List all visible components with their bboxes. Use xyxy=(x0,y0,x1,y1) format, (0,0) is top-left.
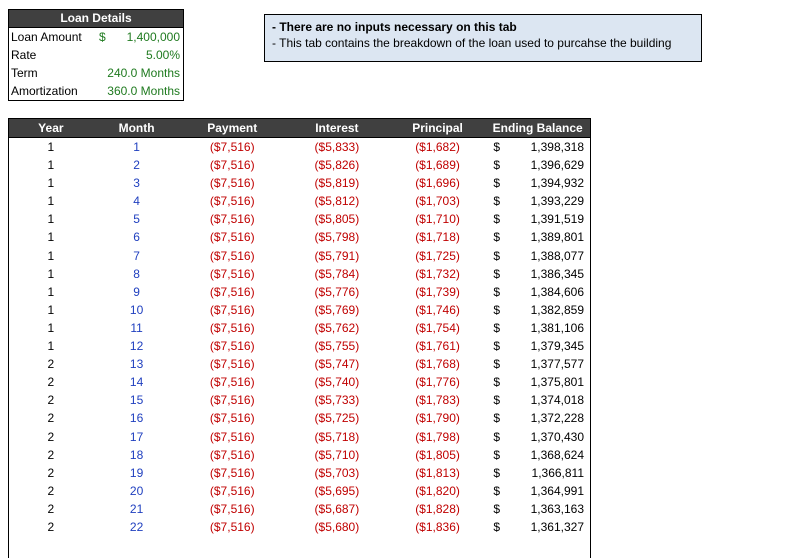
currency-symbol: $ xyxy=(493,393,501,408)
currency-symbol: $ xyxy=(493,465,501,480)
table-row[interactable] xyxy=(9,156,590,174)
month-cell[interactable]: 22 xyxy=(129,519,144,534)
principal-cell[interactable]: ($1,696) xyxy=(415,176,460,191)
payment-cell[interactable]: ($7,516) xyxy=(209,230,255,245)
interest-cell[interactable]: ($5,776) xyxy=(314,284,360,299)
interest-cell[interactable]: ($5,812) xyxy=(314,194,360,209)
ending-balance-cell[interactable] xyxy=(485,373,590,391)
ending-balance-value: 1,388,077 xyxy=(530,248,585,263)
interest-cell[interactable]: ($5,725) xyxy=(314,411,360,426)
interest-cell[interactable]: ($5,784) xyxy=(314,266,360,281)
interest-cell[interactable]: ($5,703) xyxy=(314,465,360,480)
month-cell[interactable]: 4 xyxy=(133,194,140,209)
currency-symbol: $ xyxy=(493,212,501,227)
amortization-value[interactable]: 360.0 Months xyxy=(107,84,180,98)
year-cell[interactable]: 1 xyxy=(47,339,55,354)
table-row[interactable] xyxy=(9,247,590,265)
table-row[interactable] xyxy=(9,409,590,427)
currency-symbol: $ xyxy=(493,483,501,498)
month-cell[interactable]: 3 xyxy=(133,176,140,191)
payment-cell[interactable]: ($7,516) xyxy=(209,357,255,372)
ending-balance-cell[interactable] xyxy=(485,156,590,174)
ending-balance-value: 1,377,577 xyxy=(530,357,585,372)
year-cell[interactable]: 2 xyxy=(47,483,55,498)
ending-balance-value: 1,375,801 xyxy=(530,375,585,390)
currency-symbol: $ xyxy=(493,320,501,335)
table-row[interactable] xyxy=(9,355,590,373)
ending-balance-cell[interactable] xyxy=(485,355,590,373)
principal-cell[interactable]: ($1,790) xyxy=(415,411,460,426)
month-cell[interactable]: 1 xyxy=(133,140,140,154)
loan-amount-row[interactable] xyxy=(9,28,183,46)
currency-symbol: $ xyxy=(493,248,501,263)
ending-balance-value: 1,386,345 xyxy=(530,266,585,281)
table-row[interactable] xyxy=(9,446,590,464)
ending-balance-cell[interactable] xyxy=(485,428,590,446)
year-cell[interactable]: 1 xyxy=(47,140,55,154)
payment-cell[interactable]: ($7,516) xyxy=(209,194,255,209)
year-cell[interactable]: 1 xyxy=(47,176,55,191)
month-cell[interactable]: 13 xyxy=(129,357,144,372)
year-cell[interactable]: 1 xyxy=(47,320,55,335)
year-cell[interactable]: 1 xyxy=(47,284,55,299)
ending-balance-value: 1,389,801 xyxy=(530,230,585,245)
principal-cell[interactable]: ($1,776) xyxy=(415,375,460,390)
currency-symbol: $ xyxy=(493,447,501,462)
ending-balance-cell[interactable] xyxy=(485,500,590,518)
year-cell[interactable]: 2 xyxy=(47,411,55,426)
amortization-row[interactable] xyxy=(9,82,183,100)
payment-cell[interactable]: ($7,516) xyxy=(209,339,255,354)
rate-value[interactable]: 5.00% xyxy=(145,48,180,62)
month-cell[interactable]: 11 xyxy=(130,320,143,335)
table-row[interactable] xyxy=(9,500,590,518)
month-cell[interactable]: 9 xyxy=(133,284,140,299)
interest-cell[interactable]: ($5,798) xyxy=(314,230,360,245)
principal-cell[interactable]: ($1,798) xyxy=(415,429,460,444)
payment-cell[interactable]: ($7,516) xyxy=(209,447,255,462)
table-row[interactable] xyxy=(9,482,590,500)
ending-balance-value: 1,364,991 xyxy=(530,483,585,498)
ending-balance-value: 1,370,430 xyxy=(530,429,585,444)
principal-cell[interactable]: ($1,805) xyxy=(415,447,460,462)
table-row[interactable] xyxy=(9,391,590,409)
currency-symbol: $ xyxy=(493,429,501,444)
principal-cell[interactable]: ($1,718) xyxy=(415,230,460,245)
year-cell[interactable]: 1 xyxy=(47,230,55,245)
payment-cell[interactable]: ($7,516) xyxy=(209,393,255,408)
month-cell[interactable]: 12 xyxy=(129,339,144,354)
month-cell[interactable]: 21 xyxy=(129,501,144,516)
table-row[interactable] xyxy=(9,138,590,156)
amortization-label: Amortization xyxy=(11,84,78,98)
loan-details-box xyxy=(8,9,184,101)
interest-cell[interactable]: ($5,819) xyxy=(314,176,360,191)
interest-cell[interactable]: ($5,740) xyxy=(314,375,360,390)
term-label: Term xyxy=(11,66,38,80)
ending-balance-cell[interactable] xyxy=(485,482,590,500)
interest-cell[interactable]: ($5,747) xyxy=(314,357,360,372)
ending-balance-value: 1,379,345 xyxy=(530,339,585,354)
payment-cell[interactable]: ($7,516) xyxy=(209,266,255,281)
currency-symbol: $ xyxy=(493,230,501,245)
month-cell[interactable]: 18 xyxy=(129,447,144,462)
loan-amount-currency: $ xyxy=(99,30,106,44)
year-cell[interactable]: 1 xyxy=(47,194,55,209)
ending-balance-value: 1,391,519 xyxy=(530,212,585,227)
table-header xyxy=(8,118,591,138)
payment-cell[interactable]: ($7,516) xyxy=(209,140,255,154)
ending-balance-cell[interactable] xyxy=(485,319,590,337)
term-row[interactable] xyxy=(9,64,183,82)
payment-cell[interactable]: ($7,516) xyxy=(209,519,255,534)
currency-symbol: $ xyxy=(493,411,501,426)
payment-cell[interactable]: ($7,516) xyxy=(209,248,255,263)
ending-balance-cell[interactable] xyxy=(485,174,590,192)
ending-balance-cell[interactable] xyxy=(485,446,590,464)
ending-balance-cell[interactable] xyxy=(485,228,590,246)
ending-balance-cell[interactable] xyxy=(485,464,590,482)
table-body xyxy=(8,138,591,558)
ending-balance-value: 1,382,859 xyxy=(530,302,585,317)
year-cell[interactable]: 2 xyxy=(47,429,55,444)
interest-cell[interactable]: ($5,769) xyxy=(314,302,360,317)
currency-symbol: $ xyxy=(493,302,501,317)
note-line-2: - This tab contains the breakdown of the loan used to purcahse the building xyxy=(272,36,672,50)
ending-balance-cell[interactable] xyxy=(485,192,590,210)
month-cell[interactable]: 10 xyxy=(129,302,144,317)
currency-symbol: $ xyxy=(493,375,501,390)
instructions-note xyxy=(264,14,702,62)
year-cell[interactable]: 1 xyxy=(47,158,55,173)
ending-balance-value: 1,381,106 xyxy=(530,320,585,335)
loan-amount-label: Loan Amount xyxy=(11,30,82,44)
year-cell[interactable]: 1 xyxy=(47,302,55,317)
payment-cell[interactable]: ($7,516) xyxy=(209,212,255,227)
payment-cell[interactable]: ($7,516) xyxy=(209,158,255,173)
loan-details-title: Loan Details xyxy=(9,10,183,28)
currency-symbol: $ xyxy=(493,501,501,516)
table-row[interactable] xyxy=(9,210,590,228)
ending-balance-cell[interactable] xyxy=(485,337,590,355)
payment-cell[interactable]: ($7,516) xyxy=(209,176,255,191)
principal-cell[interactable]: ($1,820) xyxy=(415,483,460,498)
interest-cell[interactable]: ($5,826) xyxy=(314,158,360,173)
interest-cell[interactable]: ($5,791) xyxy=(314,248,360,263)
principal-cell[interactable]: ($1,828) xyxy=(415,501,460,516)
term-value[interactable]: 240.0 Months xyxy=(107,66,180,80)
principal-cell[interactable]: ($1,732) xyxy=(415,266,460,281)
currency-symbol: $ xyxy=(493,519,501,534)
month-cell[interactable]: 14 xyxy=(129,375,144,390)
month-cell[interactable]: 2 xyxy=(133,158,140,173)
ending-balance-value: 1,368,624 xyxy=(530,447,585,462)
currency-symbol: $ xyxy=(493,266,501,281)
currency-symbol: $ xyxy=(493,140,501,154)
month-cell[interactable]: 16 xyxy=(129,411,144,426)
ending-balance-cell[interactable] xyxy=(485,265,590,283)
ending-balance-cell[interactable] xyxy=(485,247,590,265)
currency-symbol: $ xyxy=(493,339,501,354)
currency-symbol: $ xyxy=(493,194,501,209)
ending-balance-cell[interactable] xyxy=(485,409,590,427)
principal-cell[interactable]: ($1,761) xyxy=(415,339,460,354)
principal-cell[interactable]: ($1,682) xyxy=(415,140,460,154)
year-cell[interactable]: 2 xyxy=(47,447,55,462)
interest-cell[interactable]: ($5,710) xyxy=(314,447,360,462)
month-cell[interactable]: 15 xyxy=(129,393,144,408)
payment-cell[interactable]: ($7,516) xyxy=(209,320,255,335)
principal-cell[interactable]: ($1,768) xyxy=(415,357,460,372)
year-cell[interactable]: 2 xyxy=(47,393,55,408)
payment-cell[interactable]: ($7,516) xyxy=(209,465,255,480)
table-row[interactable] xyxy=(9,428,590,446)
table-row[interactable] xyxy=(9,265,590,283)
principal-cell[interactable]: ($1,703) xyxy=(415,194,460,209)
header-ending-balance: Ending Balance xyxy=(492,121,583,135)
table-row[interactable] xyxy=(9,283,590,301)
currency-symbol: $ xyxy=(493,158,501,173)
ending-balance-value: 1,374,018 xyxy=(530,393,585,408)
interest-cell[interactable]: ($5,687) xyxy=(314,501,360,516)
table-row[interactable] xyxy=(9,518,590,536)
ending-balance-value: 1,363,163 xyxy=(530,501,585,516)
ending-balance-cell[interactable] xyxy=(485,518,590,536)
ending-balance-cell[interactable] xyxy=(485,301,590,319)
ending-balance-cell[interactable] xyxy=(485,283,590,301)
principal-cell[interactable]: ($1,754) xyxy=(415,320,460,335)
ending-balance-value: 1,396,629 xyxy=(530,158,585,173)
month-cell[interactable]: 17 xyxy=(129,429,144,444)
interest-cell[interactable]: ($5,755) xyxy=(314,339,360,354)
interest-cell[interactable]: ($5,695) xyxy=(314,483,360,498)
principal-cell[interactable]: ($1,725) xyxy=(415,248,460,263)
year-cell[interactable]: 2 xyxy=(47,501,55,516)
ending-balance-value: 1,361,327 xyxy=(530,519,585,534)
year-cell[interactable]: 1 xyxy=(47,248,55,263)
header-interest: Interest xyxy=(315,121,359,135)
header-year: Year xyxy=(38,121,64,135)
interest-cell[interactable]: ($5,733) xyxy=(314,393,360,408)
ending-balance-value: 1,394,932 xyxy=(530,176,585,191)
year-cell[interactable]: 1 xyxy=(47,212,55,227)
table-row[interactable] xyxy=(9,373,590,391)
ending-balance-cell[interactable] xyxy=(485,210,590,228)
month-cell[interactable]: 7 xyxy=(133,248,140,263)
payment-cell[interactable]: ($7,516) xyxy=(209,429,255,444)
note-line-1: - There are no inputs necessary on this tab xyxy=(272,20,517,34)
year-cell[interactable]: 2 xyxy=(47,465,55,480)
year-cell[interactable]: 2 xyxy=(47,375,55,390)
ending-balance-value: 1,366,811 xyxy=(531,465,585,480)
table-row[interactable] xyxy=(9,337,590,355)
header-principal: Principal xyxy=(412,121,463,135)
principal-cell[interactable]: ($1,813) xyxy=(415,465,460,480)
header-month: Month xyxy=(118,121,155,135)
interest-cell[interactable]: ($5,680) xyxy=(314,519,360,534)
month-cell[interactable]: 5 xyxy=(133,212,140,227)
header-payment: Payment xyxy=(207,121,258,135)
principal-cell[interactable]: ($1,739) xyxy=(415,284,460,299)
interest-cell[interactable]: ($5,718) xyxy=(314,429,360,444)
rate-row[interactable] xyxy=(9,46,183,64)
year-cell[interactable]: 1 xyxy=(47,266,55,281)
principal-cell[interactable]: ($1,710) xyxy=(415,212,460,227)
loan-amount-value[interactable]: 1,400,000 xyxy=(126,30,180,44)
payment-cell[interactable]: ($7,516) xyxy=(209,375,255,390)
ending-balance-value: 1,384,606 xyxy=(530,284,585,299)
table-row[interactable] xyxy=(9,192,590,210)
principal-cell[interactable]: ($1,783) xyxy=(415,393,460,408)
month-cell[interactable]: 6 xyxy=(133,230,140,245)
principal-cell[interactable]: ($1,836) xyxy=(415,519,460,534)
currency-symbol: $ xyxy=(493,357,501,372)
table-row[interactable] xyxy=(9,464,590,482)
principal-cell[interactable]: ($1,746) xyxy=(415,302,460,317)
currency-symbol: $ xyxy=(493,176,501,191)
ending-balance-value: 1,398,318 xyxy=(530,140,585,154)
payment-cell[interactable]: ($7,516) xyxy=(209,483,255,498)
month-cell[interactable]: 19 xyxy=(129,465,144,480)
amortization-table xyxy=(8,118,591,558)
table-row[interactable] xyxy=(9,174,590,192)
payment-cell[interactable]: ($7,516) xyxy=(209,501,255,516)
table-row[interactable] xyxy=(9,319,590,337)
payment-cell[interactable]: ($7,516) xyxy=(209,411,255,426)
interest-cell[interactable]: ($5,805) xyxy=(314,212,360,227)
month-cell[interactable]: 8 xyxy=(133,266,140,281)
rate-label: Rate xyxy=(11,48,37,62)
ending-balance-value: 1,393,229 xyxy=(530,194,585,209)
ending-balance-cell[interactable] xyxy=(485,391,590,409)
currency-symbol: $ xyxy=(493,284,501,299)
year-cell[interactable]: 2 xyxy=(47,519,55,534)
table-row[interactable] xyxy=(9,228,590,246)
interest-cell[interactable]: ($5,762) xyxy=(314,320,360,335)
table-row[interactable] xyxy=(9,301,590,319)
month-cell[interactable]: 20 xyxy=(129,483,144,498)
ending-balance-value: 1,372,228 xyxy=(530,411,585,426)
ending-balance-cell[interactable] xyxy=(485,138,590,156)
year-cell[interactable]: 2 xyxy=(47,357,55,372)
payment-cell[interactable]: ($7,516) xyxy=(209,302,255,317)
principal-cell[interactable]: ($1,689) xyxy=(415,158,460,173)
interest-cell[interactable]: ($5,833) xyxy=(314,140,360,154)
payment-cell[interactable]: ($7,516) xyxy=(209,284,255,299)
